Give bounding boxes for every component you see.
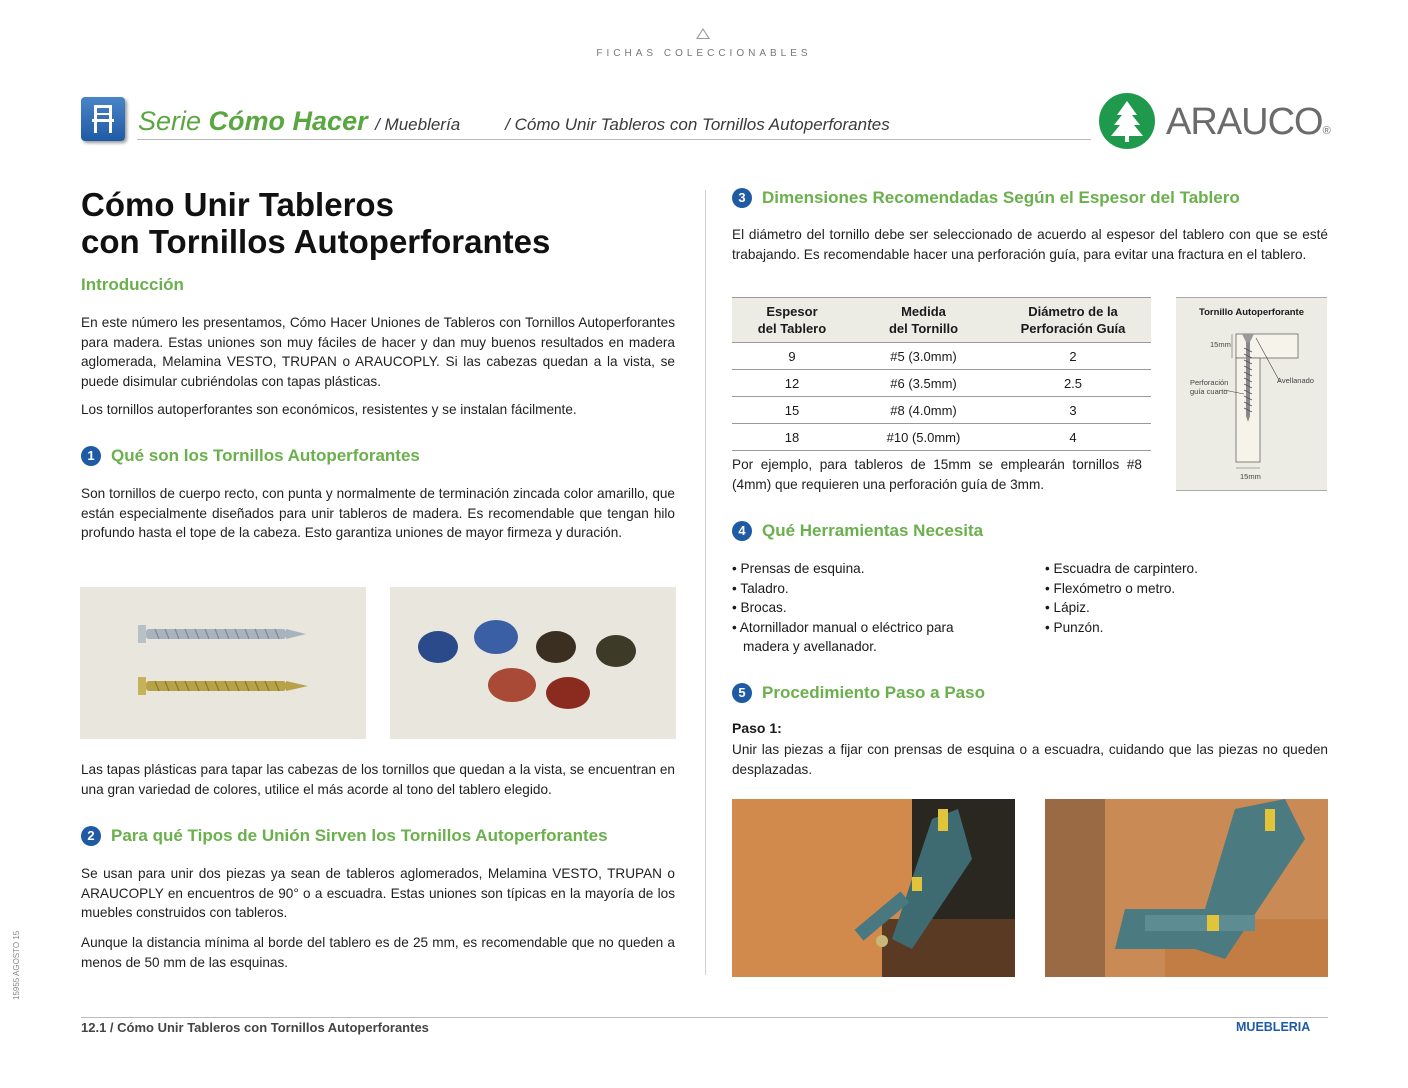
arauco-logo [1166,101,1330,144]
section-number-badge: 5 [732,683,752,703]
section-3-title: Dimensiones Recomendadas Según el Espesor del Tablero [762,188,1240,207]
table-row [732,397,1151,424]
page-title [81,186,550,260]
corner-clamp-photo-2 [1045,799,1328,977]
table-cell: 18 [732,424,852,451]
intro-heading: Introducción [81,275,184,294]
list-item: • Escuadra de carpintero. [1045,561,1198,576]
section-4-title: Qué Herramientas Necesita [762,521,984,540]
series-name: Cómo Hacer [208,106,368,136]
section-3-paragraph-2: Por ejemplo, para tableros de 15mm se emplearán tornillos #8 (4mm) que requieren una perforación guía de 3mm. [732,457,1142,492]
table-cell: 4 [995,424,1151,451]
title-line-1: Cómo Unir Tableros [81,186,394,223]
logo-wordmark: ARAUCO [1166,101,1323,143]
section-number-badge: 3 [732,188,752,208]
section-2-title: Para qué Tipos de Unión Sirven los Tornillos Autoperforantes [111,826,608,845]
intro-paragraph-2: Los tornillos autoperforantes son económicos, resistentes y se instalan fácilmente. [81,402,577,417]
list-item: madera y avellanador. [743,639,877,654]
list-item: • Taladro. [732,580,789,596]
registered-mark: ® [1322,125,1330,137]
table-cell: 2 [995,343,1151,370]
section-2-paragraph-1: Se usan para unir dos piezas ya sean de tableros aglomerados, Melamina VESTO, TRUPAN o ARAUCOPLY en encuentros de 90° o a escuadra. Estas uniones son típicas en la mayoría de los muebles construidos con tableros. [81,866,675,920]
breadcrumb-topic: / Cómo Unir Tableros con Tornillos Autoperforantes [505,115,890,134]
table-row [732,343,1151,370]
diagram-title: Tornillo Autoperforante [1198,307,1305,318]
corner-clamp-photo-1 [732,799,1015,977]
section-5-title: Procedimiento Paso a Paso [762,683,985,702]
table-row [732,424,1151,451]
list-item: • Flexómetro o metro. [1045,580,1176,596]
list-item: • Prensas de esquina. [732,561,865,576]
breadcrumb-category: / Mueblería [375,115,461,134]
footer-divider [81,1017,1328,1018]
section-2-heading [81,826,675,846]
table-header-row [732,298,1151,343]
column-header-thickness: Espesor del Tablero [732,298,852,343]
list-item: • Punzón. [1045,619,1104,635]
countersink-label: Avellanado [1277,376,1314,385]
section-1-paragraph-1: Son tornillos de cuerpo recto, con punta y normalmente de terminación zincada color amarillo, que están especialmente diseñados para unir tableros de madera. Es recomendable que tengan hilo profundo hasta el tope de la cabeza. Esto garantiza uniones de mayor firmeza y duración. [81,486,675,540]
screws-photo [80,587,366,739]
series-prefix: Serie [138,106,202,136]
section-2-paragraph-2: Aunque la distancia mínima al borde del tablero es de 25 mm, es recomendable que no queden a menos de 50 mm de las esquinas. [81,935,675,970]
section-5-heading [732,683,1328,703]
table-cell: #8 (4.0mm) [852,397,995,424]
list-item: • Brocas. [732,600,787,615]
arauco-tree-icon [1099,93,1155,149]
section-3-paragraph-1: El diámetro del tornillo debe ser seleccionado de acuerdo al espesor del tablero con que se esté trabajando. Es recomendable hacer una perforación guía, para evitar una fractura en el tablero. [732,227,1328,262]
section-number-badge: 2 [81,826,101,846]
side-print-code: 15955 AGOSTO 15 [12,930,21,1000]
list-item: • Atornillador manual o eléctrico para [732,619,954,635]
section-1-heading [81,446,675,466]
section-number-badge: 1 [81,446,101,466]
table-cell: 3 [995,397,1151,424]
triangle-icon [696,28,710,39]
step-1-label: Paso 1: [732,720,782,736]
pilot-hole-label: Perforación guía cuarto [1190,378,1229,396]
section-3-heading [732,188,1328,208]
tools-list-right [1045,559,1305,637]
table-cell: 12 [732,370,852,397]
table-cell: #5 (3.0mm) [852,343,995,370]
dimensions-table [732,297,1151,451]
collectible-tagline: FICHAS COLECCIONABLES [596,48,812,59]
header-divider [137,139,1091,140]
column-header-screw-size: Medida del Tornillo [852,298,995,343]
column-header-pilot-diameter: Diámetro de la Perforación Guía [995,298,1151,343]
tools-list-left [732,559,1032,657]
table-cell: 2.5 [995,370,1151,397]
section-number-badge: 4 [732,521,752,541]
section-4-heading [732,521,1328,541]
list-item: • Lápiz. [1045,600,1090,615]
screw-diagram [1176,297,1327,491]
footer-category: MUEBLERIA [1236,1020,1311,1034]
series-title [138,106,890,137]
table-row [732,370,1151,397]
step-1-text: Unir las piezas a fijar con prensas de esquina o a escuadra, cuidando que las piezas no queden desplazadas. [732,742,1328,777]
table-cell: 15 [732,397,852,424]
column-divider [705,190,706,975]
table-cell: #6 (3.5mm) [852,370,995,397]
section-1-paragraph-2: Las tapas plásticas para tapar las cabezas de los tornillos que quedan a la vista, se encuentran en una gran variedad de colores, utilice el más acorde al tono del tablero elegido. [81,762,675,797]
plastic-caps-photo [390,587,676,739]
table-cell: #10 (5.0mm) [852,424,995,451]
chair-icon [81,97,125,141]
title-line-2: con Tornillos Autoperforantes [81,223,551,260]
footer-document-reference: 12.1 / Cómo Unir Tableros con Tornillos Autoperforantes [81,1020,429,1035]
intro-paragraph-1: En este número les presentamos, Cómo Hacer Uniones de Tableros con Tornillos Autoperforantes para madera. Estas uniones son muy fáciles de hacer y dan muy buenos resultados en madera aglomerada, Melamina VESTO, TRUPAN o ARAUCOPLY. Si las cabezas quedan a la vista, se puede disimular cubriéndolas con tapas plásticas. [81,315,675,389]
dimension-top-label: 15mm [1210,340,1231,349]
section-1-title: Qué son los Tornillos Autoperforantes [111,446,420,465]
table-cell: 9 [732,343,852,370]
dimension-bottom-label: 15mm [1240,472,1261,481]
